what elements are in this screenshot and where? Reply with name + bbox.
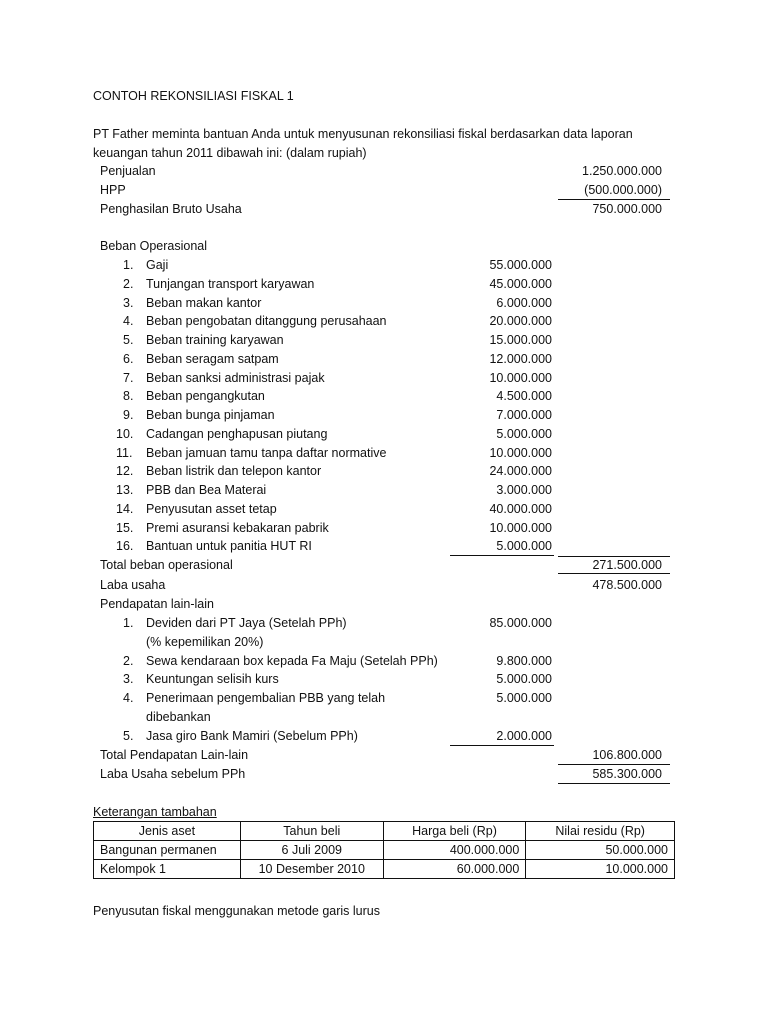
lain-item-3-label: Keuntungan selisih kurs	[146, 672, 279, 686]
total-lain-row	[0, 746, 768, 764]
beban-item	[0, 500, 768, 518]
bruto-label: Penghasilan Bruto Usaha	[100, 202, 242, 216]
beban-item	[0, 519, 768, 537]
beban-item-label: Beban pengangkutan	[146, 389, 265, 403]
beban-item	[0, 294, 768, 312]
beban-item	[0, 425, 768, 443]
cell-harga-beli: 60.000.000	[383, 860, 526, 879]
beban-heading-row	[0, 237, 768, 255]
laba-sebelum-value: 585.300.000	[592, 767, 662, 781]
header-tahun-beli: Tahun beli	[240, 822, 383, 841]
intro-line-1	[0, 125, 768, 143]
beban-item-value: 5.000.000	[496, 539, 552, 553]
lain-item-5-no: 5.	[123, 729, 134, 743]
lain-item-3-value: 5.000.000	[496, 672, 552, 686]
lain-item-1-no: 1.	[123, 616, 134, 630]
total-beban-value: 271.500.000	[592, 558, 662, 572]
bruto-value: 750.000.000	[592, 202, 662, 216]
penjualan-row	[0, 162, 768, 180]
beban-item-label: Cadangan penghapusan piutang	[146, 427, 328, 441]
beban-item-no: 16.	[116, 539, 134, 553]
lain-heading-row	[0, 595, 768, 613]
total-beban-label: Total beban operasional	[100, 558, 233, 572]
lain-item-5-value: 2.000.000	[496, 729, 552, 743]
lain-item-3	[0, 670, 768, 688]
beban-item-label: Gaji	[146, 258, 169, 272]
lain-item-5	[0, 727, 768, 745]
beban-item	[0, 350, 768, 368]
beban-item-value: 6.000.000	[496, 296, 552, 310]
beban-item-label: Beban pengobatan ditanggung perusahaan	[146, 314, 387, 328]
asset-table	[93, 821, 675, 879]
beban-item-no: 10.	[116, 427, 134, 441]
beban-item-value: 55.000.000	[489, 258, 552, 272]
intro-text-1: PT Father meminta bantuan Anda untuk menyusunan rekonsiliasi fiskal berdasarkan data laporan	[93, 127, 633, 141]
cell-tahun-beli: 6 Juli 2009	[240, 841, 383, 860]
lain-item-4	[0, 689, 768, 707]
lain-item-2-value: 9.800.000	[496, 654, 552, 668]
beban-item-no: 8.	[123, 389, 134, 403]
lain-item-4-label: Penerimaan pengembalian PBB yang telah	[146, 691, 386, 705]
beban-item-no: 9.	[123, 408, 134, 422]
beban-heading: Beban Operasional	[100, 239, 208, 253]
beban-item-label: Tunjangan transport karyawan	[146, 277, 315, 291]
penjualan-value: 1.250.000.000	[582, 164, 662, 178]
beban-item	[0, 462, 768, 480]
lain-heading: Pendapatan lain-lain	[100, 597, 214, 611]
lain-item-1	[0, 614, 768, 632]
intro-text-2: keuangan tahun 2011 dibawah ini: (dalam rupiah)	[93, 146, 367, 160]
beban-item-value: 3.000.000	[496, 483, 552, 497]
beban-item-value: 40.000.000	[489, 502, 552, 516]
laba-sebelum-row	[0, 765, 768, 783]
header-jenis-aset: Jenis aset	[94, 822, 241, 841]
beban-item-no: 2.	[123, 277, 134, 291]
beban-item-no: 3.	[123, 296, 134, 310]
beban-item-value: 15.000.000	[489, 333, 552, 347]
beban-item-label: Beban listrik dan telepon kantor	[146, 464, 322, 478]
hpp-row	[0, 181, 768, 199]
keterangan-heading-row	[0, 803, 768, 821]
lain-item-2-no: 2.	[123, 654, 134, 668]
beban-item-value: 5.000.000	[496, 427, 552, 441]
lain-item-4-sub: dibebankan	[146, 710, 211, 724]
beban-item-no: 6.	[123, 352, 134, 366]
hpp-label: HPP	[100, 183, 126, 197]
total-lain-label: Total Pendapatan Lain-lain	[100, 748, 249, 762]
beban-item-label: PBB dan Bea Materai	[146, 483, 267, 497]
lain-item-3-no: 3.	[123, 672, 134, 686]
beban-item-label: Beban training karyawan	[146, 333, 284, 347]
total-beban-row	[0, 556, 768, 574]
lain-item-1-sub: (% kepemilikan 20%)	[146, 635, 264, 649]
cell-jenis-aset: Kelompok 1	[94, 860, 241, 879]
cell-nilai-residu: 10.000.000	[526, 860, 675, 879]
beban-item	[0, 275, 768, 293]
laba-usaha-label: Laba usaha	[100, 578, 166, 592]
lain-item-5-label: Jasa giro Bank Mamiri (Sebelum PPh)	[146, 729, 358, 743]
footer-row	[0, 902, 768, 920]
lain-item-1-label: Deviden dari PT Jaya (Setelah PPh)	[146, 616, 347, 630]
header-harga-beli: Harga beli (Rp)	[383, 822, 526, 841]
beban-item	[0, 256, 768, 274]
beban-item-label: Beban makan kantor	[146, 296, 262, 310]
lain-item-4-no: 4.	[123, 691, 134, 705]
beban-item	[0, 406, 768, 424]
beban-item-no: 12.	[116, 464, 134, 478]
beban-item	[0, 387, 768, 405]
cell-harga-beli: 400.000.000	[383, 841, 526, 860]
beban-item-no: 15.	[116, 521, 134, 535]
beban-item	[0, 369, 768, 387]
lain-item-2	[0, 652, 768, 670]
lain-item-2-label: Sewa kendaraan box kepada Fa Maju (Setelah PPh)	[146, 654, 438, 668]
beban-item-no: 4.	[123, 314, 134, 328]
beban-item	[0, 444, 768, 462]
lain-item-1-value: 85.000.000	[489, 616, 552, 630]
beban-item-label: Bantuan untuk panitia HUT RI	[146, 539, 312, 553]
keterangan-heading: Keterangan tambahan	[93, 805, 217, 819]
beban-item-label: Penyusutan asset tetap	[146, 502, 277, 516]
laba-usaha-value: 478.500.000	[592, 578, 662, 592]
beban-item-label: Beban bunga pinjaman	[146, 408, 275, 422]
hpp-value: (500.000.000)	[584, 183, 662, 197]
cell-nilai-residu: 50.000.000	[526, 841, 675, 860]
beban-item-value: 10.000.000	[489, 521, 552, 535]
beban-item-label: Premi asuransi kebakaran pabrik	[146, 521, 329, 535]
total-lain-value: 106.800.000	[592, 748, 662, 762]
table-row	[94, 841, 675, 860]
beban-item-no: 1.	[123, 258, 134, 272]
cell-jenis-aset: Bangunan permanen	[94, 841, 241, 860]
lain-item-4-sub-row	[0, 708, 768, 726]
beban-item-label: Beban seragam satpam	[146, 352, 279, 366]
laba-usaha-row	[0, 576, 768, 594]
laba-sebelum-rule	[558, 783, 670, 784]
beban-item	[0, 312, 768, 330]
beban-item-no: 13.	[116, 483, 134, 497]
beban-item-no: 14.	[116, 502, 134, 516]
bruto-row	[0, 200, 768, 218]
beban-item-value: 10.000.000	[489, 446, 552, 460]
laba-sebelum-label: Laba Usaha sebelum PPh	[100, 767, 246, 781]
beban-item-value: 45.000.000	[489, 277, 552, 291]
lain-item-4-value: 5.000.000	[496, 691, 552, 705]
beban-item-value: 10.000.000	[489, 371, 552, 385]
table-row	[94, 860, 675, 879]
beban-item-label: Beban jamuan tamu tanpa daftar normative	[146, 446, 387, 460]
document-title: CONTOH REKONSILIASI FISKAL 1	[93, 89, 294, 103]
beban-item	[0, 537, 768, 555]
beban-item	[0, 481, 768, 499]
beban-item	[0, 331, 768, 349]
beban-item-value: 24.000.000	[489, 464, 552, 478]
beban-item-no: 7.	[123, 371, 134, 385]
asset-table-header	[94, 822, 675, 841]
cell-tahun-beli: 10 Desember 2010	[240, 860, 383, 879]
header-nilai-residu: Nilai residu (Rp)	[526, 822, 675, 841]
beban-item-value: 20.000.000	[489, 314, 552, 328]
intro-line-2	[0, 144, 768, 162]
beban-item-value: 7.000.000	[496, 408, 552, 422]
penjualan-label: Penjualan	[100, 164, 156, 178]
lain-item-1-sub-row	[0, 633, 768, 651]
beban-item-value: 12.000.000	[489, 352, 552, 366]
beban-item-no: 5.	[123, 333, 134, 347]
beban-item-label: Beban sanksi administrasi pajak	[146, 371, 325, 385]
beban-item-no: 11.	[116, 446, 133, 460]
title-row	[0, 87, 768, 105]
footer-note: Penyusutan fiskal menggunakan metode garis lurus	[93, 904, 380, 918]
beban-item-value: 4.500.000	[496, 389, 552, 403]
